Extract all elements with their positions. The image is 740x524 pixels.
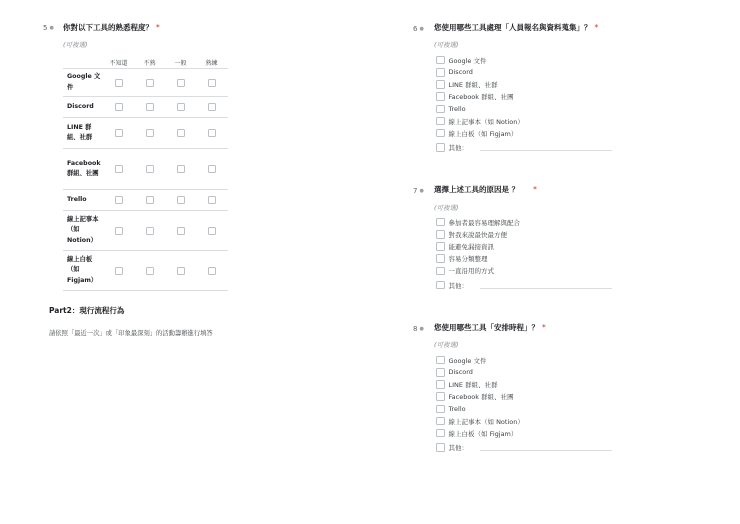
required-asterisk: * [156,23,160,32]
grid-row-label: Discord [67,102,94,110]
grid-checkbox[interactable] [177,227,185,235]
question-number-text: 5 [43,24,48,32]
checkbox[interactable] [436,105,445,114]
checkbox-option[interactable] [436,253,612,265]
option-label: 能避免漏接資訊 [448,242,494,251]
grid-row [63,211,228,251]
checkbox-option[interactable] [436,216,612,228]
grid-checkbox[interactable] [115,267,123,275]
option-label: 線上記事本（如 Notion） [448,417,524,426]
checkbox-option[interactable] [436,265,612,277]
checkbox[interactable] [436,117,445,126]
grid-checkbox[interactable] [115,79,123,87]
question-number [43,24,54,32]
grid-checkbox[interactable] [208,165,216,173]
required-asterisk: * [542,323,546,332]
checkbox-option[interactable] [436,91,612,103]
grid-checkbox[interactable] [177,79,185,87]
grid-checkbox[interactable] [146,196,154,204]
grid-checkbox[interactable] [208,196,216,204]
option-label: 線上白板（如 Figjam） [448,129,518,138]
grid-column-header: 不熟 [143,59,156,67]
grid-checkbox[interactable] [208,267,216,275]
question-title-text: 您使用哪些工具處理「人員報名與資料蒐集」？ [434,23,592,32]
multi-select-hint: (可複選) [434,204,459,212]
grid-checkbox[interactable] [115,196,123,204]
grid-checkbox[interactable] [208,227,216,235]
grid-checkbox[interactable] [177,196,185,204]
option-label: 參加者最容易理解與配合 [448,218,520,227]
grid-row [63,97,228,118]
grid-checkbox[interactable] [115,129,123,137]
checkbox[interactable] [436,281,445,290]
grid-column-header: 一般 [174,59,187,67]
bullet-icon: ● [49,25,54,31]
option-label: 線上白板（如 Figjam） [448,429,518,438]
question-title [434,184,537,195]
section-description: 請依照「最近一次」或「印象最深刻」的活動籌辦進行填答 [49,330,213,337]
question-title-text: 您使用哪些工具「安排時程」？ [434,323,539,332]
other-text-input[interactable] [480,281,612,289]
grid-row-label: Trello [67,195,87,203]
other-text-input[interactable] [480,443,612,451]
question-title [63,22,160,33]
checkbox-option[interactable] [436,228,612,240]
option-label: 其他： [448,281,468,290]
bullet-icon: ● [419,188,424,194]
question-title-text: 選擇上述工具的原因是 ？ [434,185,520,194]
grid-row-label: Google 文件 [67,73,101,91]
option-label: Trello [448,104,466,113]
bullet-icon: ● [419,326,424,332]
grid-row-label: LINE 群組、社群 [67,123,93,141]
checkbox[interactable] [436,230,445,239]
grid-checkbox[interactable] [208,103,216,111]
question-title [434,22,598,33]
checkbox-option[interactable] [436,66,612,78]
checkbox-option[interactable] [436,354,612,366]
multi-select-hint: (可複選) [434,341,459,349]
grid-checkbox[interactable] [146,103,154,111]
familiarity-grid [63,56,228,291]
grid-checkbox[interactable] [146,267,154,275]
grid-row [63,251,228,291]
grid-checkbox[interactable] [177,103,185,111]
grid-row [63,118,228,149]
option-label: Trello [448,404,466,413]
checkbox-option-other[interactable] [436,279,612,291]
checkbox[interactable] [436,242,445,251]
checkbox-option[interactable] [436,103,612,115]
checkbox[interactable] [436,68,445,77]
option-label: 容易分類整理 [448,255,488,264]
option-label: Facebook 群組、社團 [448,393,514,402]
bullet-icon: ● [419,26,424,32]
option-label: Google 文件 [448,356,487,365]
checkbox[interactable] [436,380,445,389]
option-label: 對我來說最快最方便 [448,230,507,239]
option-label: 其他： [448,143,468,152]
question-title-text: 你對以下工具的熟悉程度？ [63,23,153,32]
checkbox[interactable] [436,356,445,365]
required-asterisk: * [533,185,537,194]
question-number-text: 8 [413,325,418,333]
grid-row [63,149,228,190]
question-number-text: 6 [413,25,418,33]
grid-row [63,69,228,97]
grid-column-header: 熟練 [205,59,218,67]
option-label: 其他： [448,443,468,452]
checkbox[interactable] [436,417,445,426]
checkbox-option[interactable] [436,78,612,90]
checkbox-list [436,54,612,154]
grid-checkbox[interactable] [146,79,154,87]
grid-checkbox[interactable] [115,103,123,111]
required-asterisk: * [594,23,599,32]
question-title [434,322,546,333]
checkbox-option[interactable] [436,378,612,390]
checkbox-option[interactable] [436,240,612,252]
grid-checkbox[interactable] [177,129,185,137]
checkbox[interactable] [436,405,445,414]
checkbox[interactable] [436,267,445,276]
checkbox-option[interactable] [436,415,612,427]
grid-row [63,190,228,211]
checkbox[interactable] [436,443,445,452]
checkbox-option[interactable] [436,427,612,439]
checkbox-option-other[interactable] [436,441,612,453]
grid-checkbox[interactable] [177,165,185,173]
grid-checkbox[interactable] [146,227,154,235]
grid-checkbox[interactable] [208,79,216,87]
option-label: 一直沿用的方式 [448,267,494,276]
grid-checkbox[interactable] [115,227,123,235]
checkbox[interactable] [436,92,445,101]
grid-row-label: 線上白板（如 Figjam） [67,255,98,284]
checkbox-list [436,216,612,291]
section-title: Part2：現行流程行為 [49,306,125,315]
option-label: 線上記事本（如 Notion） [448,117,524,126]
grid-row-label: 線上記事本（如 Notion） [67,215,99,244]
checkbox[interactable] [436,129,445,138]
question-number-text: 7 [413,187,418,195]
question-number [413,25,424,33]
other-text-input[interactable] [480,143,612,151]
checkbox[interactable] [436,368,445,377]
option-label: LINE 群組、社群 [448,80,498,89]
checkbox-option[interactable] [436,366,612,378]
checkbox[interactable] [436,56,445,65]
checkbox[interactable] [436,143,445,152]
option-label: Discord [448,368,473,377]
checkbox[interactable] [436,392,445,401]
checkbox-list [436,354,612,454]
grid-row-label: Facebook 群組、社團 [67,159,101,177]
question-number [413,325,424,333]
option-label: Google 文件 [448,56,487,65]
question-number [413,187,424,195]
checkbox-option[interactable] [436,127,612,139]
option-label: Discord [448,68,473,77]
checkbox-option-other[interactable] [436,141,612,153]
checkbox[interactable] [436,80,445,89]
multi-select-hint: (可複選) [434,41,459,49]
option-label: Facebook 群組、社團 [448,93,514,102]
checkbox[interactable] [436,429,445,438]
grid-checkbox[interactable] [177,267,185,275]
checkbox-option[interactable] [436,391,612,403]
grid-column-header: 不知道 [109,59,128,67]
grid-checkbox[interactable] [146,165,154,173]
option-label: LINE 群組、社群 [448,380,498,389]
checkbox-option[interactable] [436,115,612,127]
checkbox[interactable] [436,254,445,263]
grid-checkbox[interactable] [146,129,154,137]
multi-select-hint: (可複選) [63,41,88,49]
grid-checkbox[interactable] [208,129,216,137]
checkbox-option[interactable] [436,403,612,415]
checkbox-option[interactable] [436,54,612,66]
grid-checkbox[interactable] [115,165,123,173]
checkbox[interactable] [436,218,445,227]
